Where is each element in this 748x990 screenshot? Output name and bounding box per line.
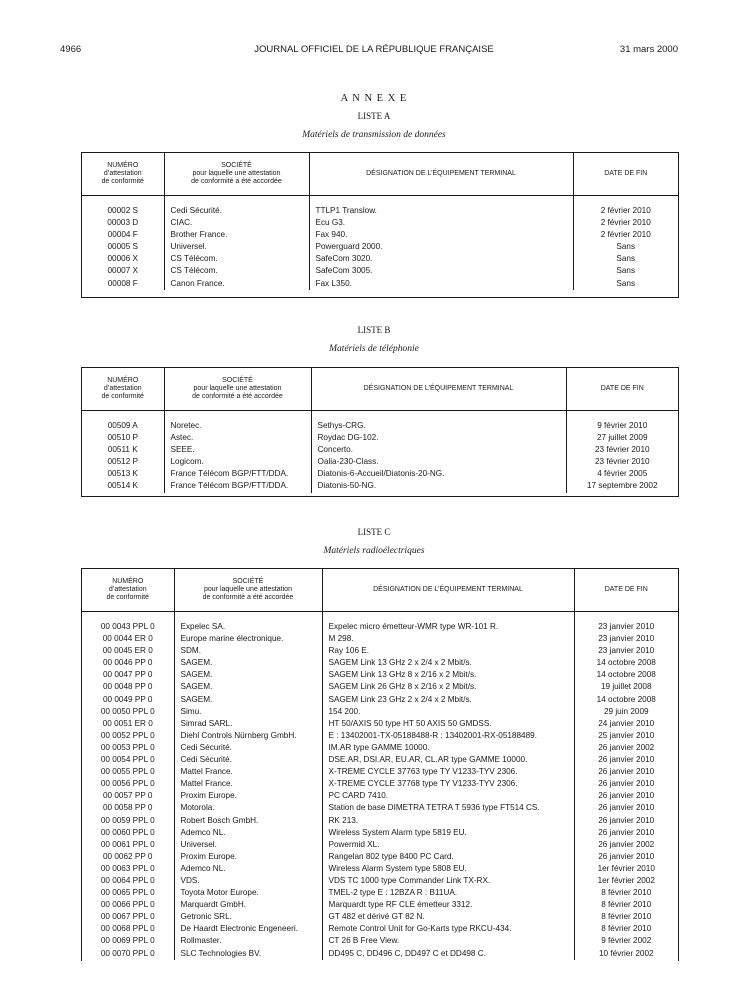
end-date: 8 février 2010: [574, 923, 678, 935]
equipment-designation: Oalia-230-Class.: [311, 456, 566, 468]
end-date: 23 février 2010: [566, 444, 678, 456]
company-name: De Haardt Electronic Engeneeri.: [174, 923, 322, 935]
journal-title: JOURNAL OFFICIEL DE LA RÉPUBLIQUE FRANÇAISE: [254, 44, 494, 55]
liste-c-title: LISTE C: [357, 527, 391, 537]
header-designation: DÉSIGNATION DE L’ÉQUIPEMENT TERMINAL: [309, 153, 573, 195]
end-date: Sans: [573, 253, 678, 265]
header-numero: NUMÉRO d’attestation de conformité: [82, 368, 164, 410]
end-date: 23 janvier 2010: [574, 645, 678, 657]
table-row: [82, 923, 678, 935]
company-name: CS Télécom.: [164, 265, 309, 277]
attestation-number: 00 0057 PP 0: [103, 791, 153, 801]
end-date: 2 février 2010: [573, 205, 678, 217]
table-row: [82, 681, 678, 693]
table-row: [82, 432, 678, 444]
header-societe: SOCIÉTÉ pour laquelle une attestation de conformité a été accordée: [164, 153, 309, 195]
table-row: [82, 456, 678, 468]
equipment-designation: Powerguard 2000.: [309, 241, 573, 253]
end-date: 14 octobre 2008: [574, 694, 678, 706]
company-name: Simrad SARL.: [174, 718, 322, 730]
attestation-number: 00 0067 PPL 0: [100, 912, 155, 922]
company-name: Proxim Europe.: [174, 851, 322, 863]
company-name: France Télécom BGP/FTT/DDA.: [164, 480, 311, 492]
equipment-designation: Diatonis-6-Accueil/Diatonis-20-NG.: [311, 468, 566, 480]
attestation-number: 00 0049 PP 0: [103, 694, 153, 704]
company-name: Mattel France.: [174, 766, 322, 778]
attestation-number: 00 0061 PPL 0: [100, 839, 155, 849]
equipment-designation: Marquardt type RF CLE émetteur 3312.: [322, 899, 574, 911]
table-row: [82, 935, 678, 947]
table-row: [82, 802, 678, 814]
table-row: [82, 645, 678, 657]
end-date: 26 janvier 2010: [574, 766, 678, 778]
company-name: Noretec.: [164, 420, 311, 432]
attestation-number: 00 0063 PPL 0: [100, 863, 155, 873]
end-date: Sans: [573, 265, 678, 277]
equipment-designation: Sethys-CRG.: [311, 420, 566, 432]
attestation-number: 00514 K: [107, 481, 138, 491]
equipment-designation: Expelec micro émetteur-WMR type WR-101 R.: [322, 621, 574, 633]
table-row: [82, 766, 678, 778]
attestation-number: 00006 X: [107, 254, 138, 264]
equipment-designation: RK 213.: [322, 815, 574, 827]
end-date: Sans: [573, 241, 678, 253]
end-date: 4 février 2005: [566, 468, 678, 480]
table-row: [82, 948, 678, 960]
header-designation: DÉSIGNATION DE L’ÉQUIPEMENT TERMINAL: [311, 368, 566, 410]
attestation-number: 00 0045 ER 0: [102, 646, 153, 656]
company-name: Canon France.: [164, 278, 309, 290]
table-row: [82, 217, 678, 229]
end-date: 17 septembre 2002: [566, 480, 678, 492]
table-row: [82, 778, 678, 790]
attestation-number: 00 0054 PPL 0: [100, 755, 155, 765]
table-row: [82, 633, 678, 645]
header-societe: SOCIÉTÉ pour laquelle une attestation de conformité a été accordée: [164, 368, 311, 410]
equipment-designation: Rangelan 802 type 8400 PC Card.: [322, 851, 574, 863]
header-date-fin: DATE DE FIN: [574, 569, 678, 611]
company-name: Cedi Sécurité.: [164, 205, 309, 217]
attestation-number: 00 0055 PPL 0: [100, 767, 155, 777]
end-date: 9 février 2010: [566, 420, 678, 432]
attestation-number: 00 0048 PP 0: [103, 682, 153, 692]
attestation-number: 00 0047 PP 0: [103, 670, 153, 680]
equipment-designation: Concerto.: [311, 444, 566, 456]
equipment-designation: Remote Control Unit for Go-Karts type RKCU-434.: [322, 923, 574, 935]
equipment-designation: Ray 106 E.: [322, 645, 574, 657]
table-row: [82, 899, 678, 911]
company-name: SAGEM.: [174, 669, 322, 681]
liste-a-title: LISTE A: [357, 111, 391, 121]
equipment-designation: Wireless Alarm System type 5808 EU.: [322, 863, 574, 875]
company-name: Brother France.: [164, 229, 309, 241]
end-date: 14 octobre 2008: [574, 657, 678, 669]
table-row: [82, 694, 678, 706]
end-date: 8 février 2010: [574, 899, 678, 911]
company-name: Cedi Sécurité.: [174, 754, 322, 766]
equipment-designation: Ecu G3.: [309, 217, 573, 229]
attestation-number: 00 0060 PPL 0: [100, 827, 155, 837]
equipment-designation: Roydac DG-102.: [311, 432, 566, 444]
table-row: [82, 790, 678, 802]
header-numero: NUMÉRO d’attestation de conformité: [82, 153, 164, 195]
attestation-number: 00 0044 ER 0: [102, 634, 153, 644]
equipment-designation: E : 13402001-TX-05188488-R : 13402001-RX-05188489.: [322, 730, 574, 742]
company-name: SLC Technologies BV.: [174, 948, 322, 960]
end-date: 9 février 2002: [574, 935, 678, 947]
equipment-designation: VDS TC 1000 type Commander Link TX-RX.: [322, 875, 574, 887]
company-name: Marquardt GmbH.: [174, 899, 322, 911]
attestation-number: 00 0066 PPL 0: [100, 900, 155, 910]
end-date: 23 janvier 2010: [574, 621, 678, 633]
company-name: Astec.: [164, 432, 311, 444]
table-row: [82, 827, 678, 839]
table-row: [82, 851, 678, 863]
table-row: [82, 468, 678, 480]
table-row: [82, 420, 678, 432]
end-date: 8 février 2010: [574, 887, 678, 899]
table-row: [82, 911, 678, 923]
attestation-number: 00 0070 PPL 0: [100, 948, 155, 958]
equipment-designation: DD495 C, DD496 C, DD497 C et DD498 C.: [322, 948, 574, 960]
company-name: Getronic SRL.: [174, 911, 322, 923]
company-name: Ademco NL.: [174, 827, 322, 839]
attestation-number: 00 0058 PP 0: [103, 803, 153, 813]
table-row: [82, 718, 678, 730]
liste-b-title: LISTE B: [357, 325, 391, 335]
company-name: CS Télécom.: [164, 253, 309, 265]
header-date-fin: DATE DE FIN: [573, 153, 678, 195]
end-date: 24 janvier 2010: [574, 718, 678, 730]
company-name: Diehl Controls Nürnberg GmbH.: [174, 730, 322, 742]
table-row: [82, 265, 678, 277]
company-name: Motorola.: [174, 802, 322, 814]
attestation-number: 00509 A: [107, 421, 138, 430]
company-name: Universel.: [174, 839, 322, 851]
attestation-number: 00 0059 PPL 0: [100, 815, 155, 825]
liste-b-table: [81, 367, 679, 497]
end-date: 26 janvier 2010: [574, 802, 678, 814]
table-row: [82, 621, 678, 633]
equipment-designation: CT 26 B Free View.: [322, 935, 574, 947]
equipment-designation: SafeCom 3005.: [309, 265, 573, 277]
table-row: [82, 887, 678, 899]
attestation-number: 00513 K: [107, 469, 138, 479]
company-name: SDM.: [174, 645, 322, 657]
company-name: CIAC.: [164, 217, 309, 229]
page-number: 4966: [60, 44, 82, 55]
annex-title: A N N E X E: [340, 93, 408, 104]
attestation-number: 00511 K: [107, 445, 138, 455]
attestation-number: 00 0064 PPL 0: [100, 875, 155, 885]
table-row: [82, 241, 678, 253]
end-date: 26 janvier 2002: [574, 742, 678, 754]
equipment-designation: Fax 940.: [309, 229, 573, 241]
table-row: [82, 657, 678, 669]
equipment-designation: SafeCom 3020.: [309, 253, 573, 265]
equipment-designation: TMEL-2 type E : 12BZA R : B11UA.: [322, 887, 574, 899]
table-row: [82, 730, 678, 742]
end-date: 26 janvier 2010: [574, 851, 678, 863]
attestation-number: 00512 P: [107, 457, 138, 467]
table-row: [82, 839, 678, 851]
end-date: 26 janvier 2010: [574, 790, 678, 802]
attestation-number: 00 0053 PPL 0: [100, 742, 155, 752]
header-designation: DÉSIGNATION DE L’ÉQUIPEMENT TERMINAL: [322, 569, 574, 611]
equipment-designation: SAGEM Link 13 GHz 2 x 2/4 x 2 Mbit/s.: [322, 657, 574, 669]
company-name: Europe marine électronique.: [174, 633, 322, 645]
equipment-designation: Diatonis-50-NG.: [311, 480, 566, 492]
equipment-designation: IM.AR type GAMME 10000.: [322, 742, 574, 754]
attestation-number: 00 0056 PPL 0: [100, 779, 155, 789]
equipment-designation: Station de base DIMETRA TETRA T 5936 type FT514 CS.: [322, 802, 574, 814]
table-row: [82, 480, 678, 492]
equipment-designation: SAGEM Link 23 GHz 2 x 2/4 x 2 Mbit/s.: [322, 694, 574, 706]
end-date: 19 juillet 2008: [574, 681, 678, 693]
liste-b-subtitle: Matériels de téléphonie: [329, 344, 419, 354]
company-name: SEEE.: [164, 444, 311, 456]
end-date: 23 février 2010: [566, 456, 678, 468]
attestation-number: 00 0052 PPL 0: [100, 730, 155, 740]
table-row: [82, 875, 678, 887]
end-date: Sans: [573, 278, 678, 290]
company-name: France Télécom BGP/FTT/DDA.: [164, 468, 311, 480]
end-date: 29 juin 2009: [574, 706, 678, 718]
company-name: Toyota Motor Europe.: [174, 887, 322, 899]
attestation-number: 00 0062 PP 0: [103, 851, 153, 861]
equipment-designation: M 298.: [322, 633, 574, 645]
attestation-number: 00007 X: [107, 266, 138, 276]
company-name: Robert Bosch GmbH.: [174, 815, 322, 827]
company-name: SAGEM.: [174, 681, 322, 693]
attestation-number: 00005 S: [107, 242, 138, 252]
end-date: 26 janvier 2010: [574, 815, 678, 827]
attestation-number: 00002 S: [107, 206, 138, 215]
attestation-number: 00008 F: [107, 278, 138, 288]
equipment-designation: GT 482 et dérivé GT 82 N.: [322, 911, 574, 923]
attestation-number: 00003 D: [107, 218, 139, 228]
end-date: 2 février 2010: [573, 217, 678, 229]
attestation-number: 00004 F: [107, 230, 138, 240]
company-name: Mattel France.: [174, 778, 322, 790]
attestation-number: 00 0051 ER 0: [102, 718, 153, 728]
attestation-number: 00 0065 PPL 0: [100, 888, 155, 898]
attestation-number: 00 0043 PPL 0: [100, 622, 155, 631]
equipment-designation: SAGEM Link 26 GHz 8 x 2/16 x 2 Mbit/s.: [322, 681, 574, 693]
company-name: Ademco NL.: [174, 863, 322, 875]
company-name: SAGEM.: [174, 657, 322, 669]
liste-a-table: [81, 152, 679, 298]
header-numero: NUMÉRO d’attestation de conformité: [82, 569, 174, 611]
company-name: Proxim Europe.: [174, 790, 322, 802]
attestation-number: 00510 P: [107, 433, 138, 443]
equipment-designation: X-TREME CYCLE 37763 type TY V1233-TYV 2306.: [322, 766, 574, 778]
end-date: 26 janvier 2010: [574, 778, 678, 790]
header-date-fin: DATE DE FIN: [566, 368, 678, 410]
equipment-designation: Fax L350.: [309, 278, 573, 290]
issue-date: 31 mars 2000: [619, 44, 678, 55]
company-name: Rollmaster.: [174, 935, 322, 947]
company-name: VDS.: [174, 875, 322, 887]
company-name: Cedi Sécurité.: [174, 742, 322, 754]
liste-c-subtitle: Matériels radioélectriques: [323, 546, 425, 556]
end-date: 23 janvier 2010: [574, 633, 678, 645]
end-date: 26 janvier 2010: [574, 827, 678, 839]
company-name: Universel.: [164, 241, 309, 253]
company-name: Simu.: [174, 706, 322, 718]
end-date: 26 janvier 2002: [574, 839, 678, 851]
table-row: [82, 754, 678, 766]
end-date: 1er février 2002: [574, 875, 678, 887]
equipment-designation: X-TREME CYCLE 37768 type TY V1233-TYV 2306.: [322, 778, 574, 790]
equipment-designation: HT 50/AXIS 50 type HT 50 AXIS 50 GMDSS.: [322, 718, 574, 730]
end-date: 10 février 2002: [574, 948, 678, 960]
end-date: 14 octobre 2008: [574, 669, 678, 681]
liste-a-subtitle: Matériels de transmission de données: [302, 130, 446, 140]
equipment-designation: SAGEM Link 13 GHz 8 x 2/16 x 2 Mbit/s.: [322, 669, 574, 681]
table-row: [82, 229, 678, 241]
end-date: 8 février 2010: [574, 911, 678, 923]
end-date: 26 janvier 2010: [574, 754, 678, 766]
end-date: 27 juillet 2009: [566, 432, 678, 444]
company-name: Expelec SA.: [174, 621, 322, 633]
table-row: [82, 444, 678, 456]
equipment-designation: DSE.AR, DSI.AR, EU.AR, CL.AR type GAMME 10000.: [322, 754, 574, 766]
end-date: 2 février 2010: [573, 229, 678, 241]
end-date: 25 janvier 2010: [574, 730, 678, 742]
table-row: [82, 742, 678, 754]
attestation-number: 00 0046 PP 0: [103, 658, 153, 668]
table-row: [82, 706, 678, 718]
attestation-number: 00 0068 PPL 0: [100, 924, 155, 934]
equipment-designation: Powermid XL.: [322, 839, 574, 851]
attestation-number: 00 0050 PPL 0: [100, 706, 155, 716]
table-row: [82, 863, 678, 875]
table-row: [82, 205, 678, 217]
attestation-number: 00 0069 PPL 0: [100, 936, 155, 946]
equipment-designation: 154 200.: [322, 706, 574, 718]
equipment-designation: TTLP1 Translow.: [309, 205, 573, 217]
liste-c-table: [81, 568, 679, 961]
table-row: [82, 253, 678, 265]
table-row: [82, 815, 678, 827]
equipment-designation: PC CARD 7410.: [322, 790, 574, 802]
company-name: Logicom.: [164, 456, 311, 468]
table-row: [82, 669, 678, 681]
header-societe: SOCIÉTÉ pour laquelle une attestation de conformité a été accordée: [174, 569, 322, 611]
company-name: SAGEM.: [174, 694, 322, 706]
end-date: 1er février 2010: [574, 863, 678, 875]
equipment-designation: Wireless System Alarm type 5819 EU.: [322, 827, 574, 839]
table-row: [82, 278, 678, 290]
